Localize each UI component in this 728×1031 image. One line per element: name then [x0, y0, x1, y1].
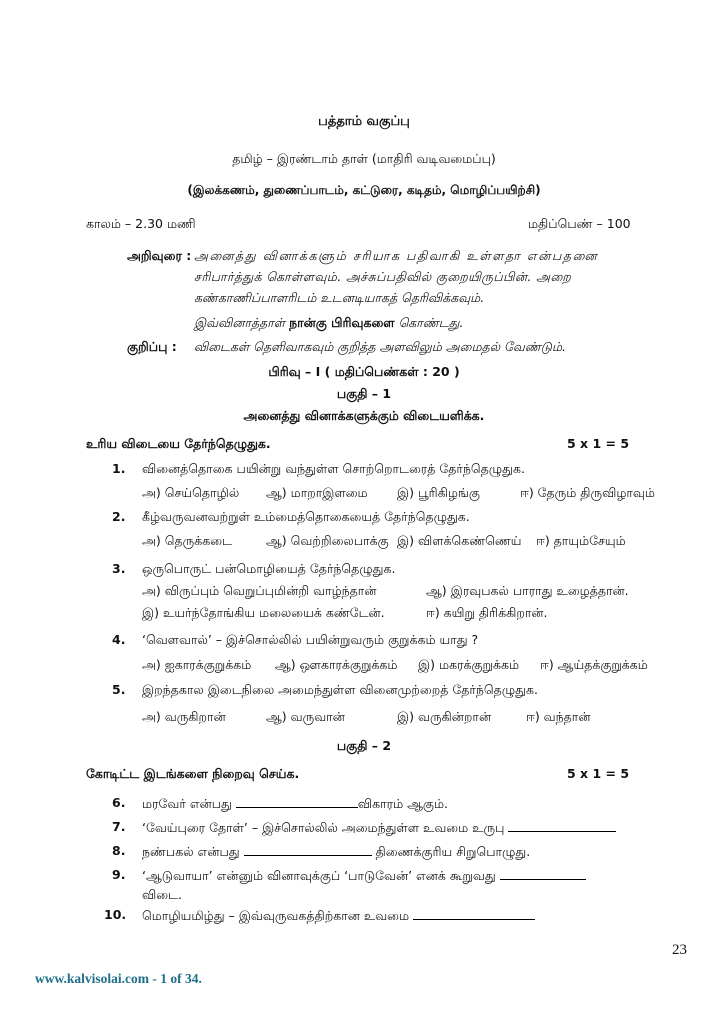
option: ஆ) வெற்றிலைபாக்கு [266, 533, 389, 548]
question-text: கீழ்வருவனவற்றுள் உம்மைத்தொகையைத் தேர்ந்தெழுதுக. [142, 509, 470, 524]
paper-title: தமிழ் – இரண்டாம் தாள் (மாதிரி வடிவமைப்பு) [232, 151, 496, 166]
fill-blank-continuation: விடை. [142, 887, 182, 902]
option: ஈ) வந்தான் [526, 709, 591, 724]
instructions-line-1: அனைத்து வினாக்களும் சரியாக பதிவாகி உள்ளதா என்பதனை [194, 248, 599, 263]
option: இ) வருகின்றான் [397, 709, 492, 724]
option: அ) தெருக்கடை [142, 533, 232, 548]
part-1-marks: 5 x 1 = 5 [567, 436, 630, 451]
option: ஈ) கயிறு திரிக்கிறான். [426, 605, 548, 620]
time-allowed: காலம் – 2.30 மணி [86, 216, 196, 231]
class-title: பத்தாம் வகுப்பு [318, 114, 410, 129]
part-2-instruction: கோடிட்ட இடங்களை நிறைவு செய்க. [86, 766, 300, 781]
question-number: 4. [112, 632, 126, 647]
question-number: 10. [104, 907, 127, 922]
question-number: 3. [112, 561, 126, 576]
section-1-part: பகுதி – 1 [336, 386, 392, 401]
option: ஆ) மாறாஇளமை [266, 485, 368, 500]
option: ஆ) ஔகாரக்குறுக்கம் [275, 657, 398, 672]
part-1-instruction: உரிய விடையை தேர்ந்தெழுதுக. [86, 436, 271, 451]
question-number: 7. [112, 819, 126, 834]
option: ஆ) இரவுபகல் பாராது உழைத்தான். [426, 583, 629, 598]
instructions-line-4: இவ்வினாத்தாள் நான்கு பிரிவுகளை கொண்டது. [194, 315, 464, 330]
question-text: ‘வௌவால்’ – இச்சொல்லில் பயின்றுவரும் குறுக்கம் யாது ? [142, 632, 479, 647]
question-number: 2. [112, 509, 126, 524]
max-marks: மதிப்பெண் – 100 [528, 216, 631, 231]
question-number: 5. [112, 682, 126, 697]
option: இ) விளக்கெண்ணெய் [397, 533, 522, 548]
part-2-title: பகுதி – 2 [336, 738, 392, 753]
question-number: 9. [112, 867, 126, 882]
answer-blank [236, 795, 358, 808]
instructions-label: அறிவுரை : [127, 248, 192, 263]
fill-blank-question: மொழியமிழ்து – இவ்வுருவகத்திற்கான உவமை [142, 907, 535, 925]
answer-blank [413, 907, 535, 920]
instructions-line-2: சரிபார்த்துக் கொள்ளவும். அச்சுப்பதிவில் குறையிருப்பின். அறை [194, 269, 572, 284]
option: அ) விருப்பும் வெறுப்புமின்றி வாழ்ந்தான் [142, 583, 377, 598]
option: அ) ஐகாரக்குறுக்கம் [142, 657, 252, 672]
option: ஈ) ஆய்தக்குறுக்கம் [540, 657, 648, 672]
part-2-marks: 5 x 1 = 5 [567, 766, 630, 781]
section-1-title: பிரிவு – I ( மதிப்பெண்கள் : 20 ) [268, 364, 460, 379]
question-number: 6. [112, 795, 126, 810]
page-number: 23 [672, 942, 687, 958]
option: ஆ) வருவான் [266, 709, 345, 724]
answer-blank [508, 819, 616, 832]
answer-blank [244, 843, 372, 856]
option: அ) செய்தொழில் [142, 485, 240, 500]
note-text: விடைகள் தெளிவாகவும் குறித்த அளவிலும் அமைதல் வேண்டும். [194, 339, 566, 354]
fill-blank-question: ‘ஆடுவாயா’ என்னும் வினாவுக்குப் ‘பாடுவேன்’ எனக் கூறுவது [142, 867, 586, 885]
option: ஈ) தேரும் திருவிழாவும் [520, 485, 655, 500]
fill-blank-question: நண்பகல் என்பது திணைக்குரிய சிறுபொழுது. [142, 844, 531, 859]
option: ஈ) தாயும்சேயும் [536, 533, 626, 548]
fill-blank-question: மரவேர் என்பது விகாரம் ஆகும். [142, 796, 448, 811]
option: அ) வருகிறான் [142, 709, 226, 724]
question-number: 1. [112, 461, 126, 476]
section-1-heading: அனைத்து வினாக்களுக்கும் விடையளிக்க. [243, 408, 485, 423]
question-text: இறந்தகால இடைநிலை அமைந்துள்ள வினைமுற்றைத் தேர்ந்தெழுதுக. [142, 682, 538, 697]
option: இ) மகரக்குறுக்கம் [418, 657, 520, 672]
note-label: குறிப்பு : [127, 339, 177, 354]
question-text: வினைத்தொகை பயின்று வந்துள்ள சொற்றொடரைத் தேர்ந்தெழுதுக. [142, 461, 525, 476]
answer-blank [500, 867, 586, 880]
instructions-line-3: கண்காணிப்பாளரிடம் உடனடியாகத் தெரிவிக்கவும். [194, 290, 485, 305]
option: இ) பூரிகிழங்கு [397, 485, 480, 500]
fill-blank-question: ‘வேய்புரை தோள்’ – இச்சொல்லில் அமைந்துள்ள உவமை உருபு [142, 819, 616, 837]
option: இ) உயர்ந்தோங்கிய மலையைக் கண்டேன். [142, 605, 385, 620]
question-number: 8. [112, 843, 126, 858]
paper-subtitle: (இலக்கணம், துணைப்பாடம், கட்டுரை, கடிதம், மொழிப்பயிற்சி) [187, 183, 541, 197]
source-link[interactable]: www.kalvisolai.com - 1 of 34. [35, 971, 202, 986]
question-text: ஒருபொருட் பன்மொழியைத் தேர்ந்தெழுதுக. [142, 561, 396, 576]
